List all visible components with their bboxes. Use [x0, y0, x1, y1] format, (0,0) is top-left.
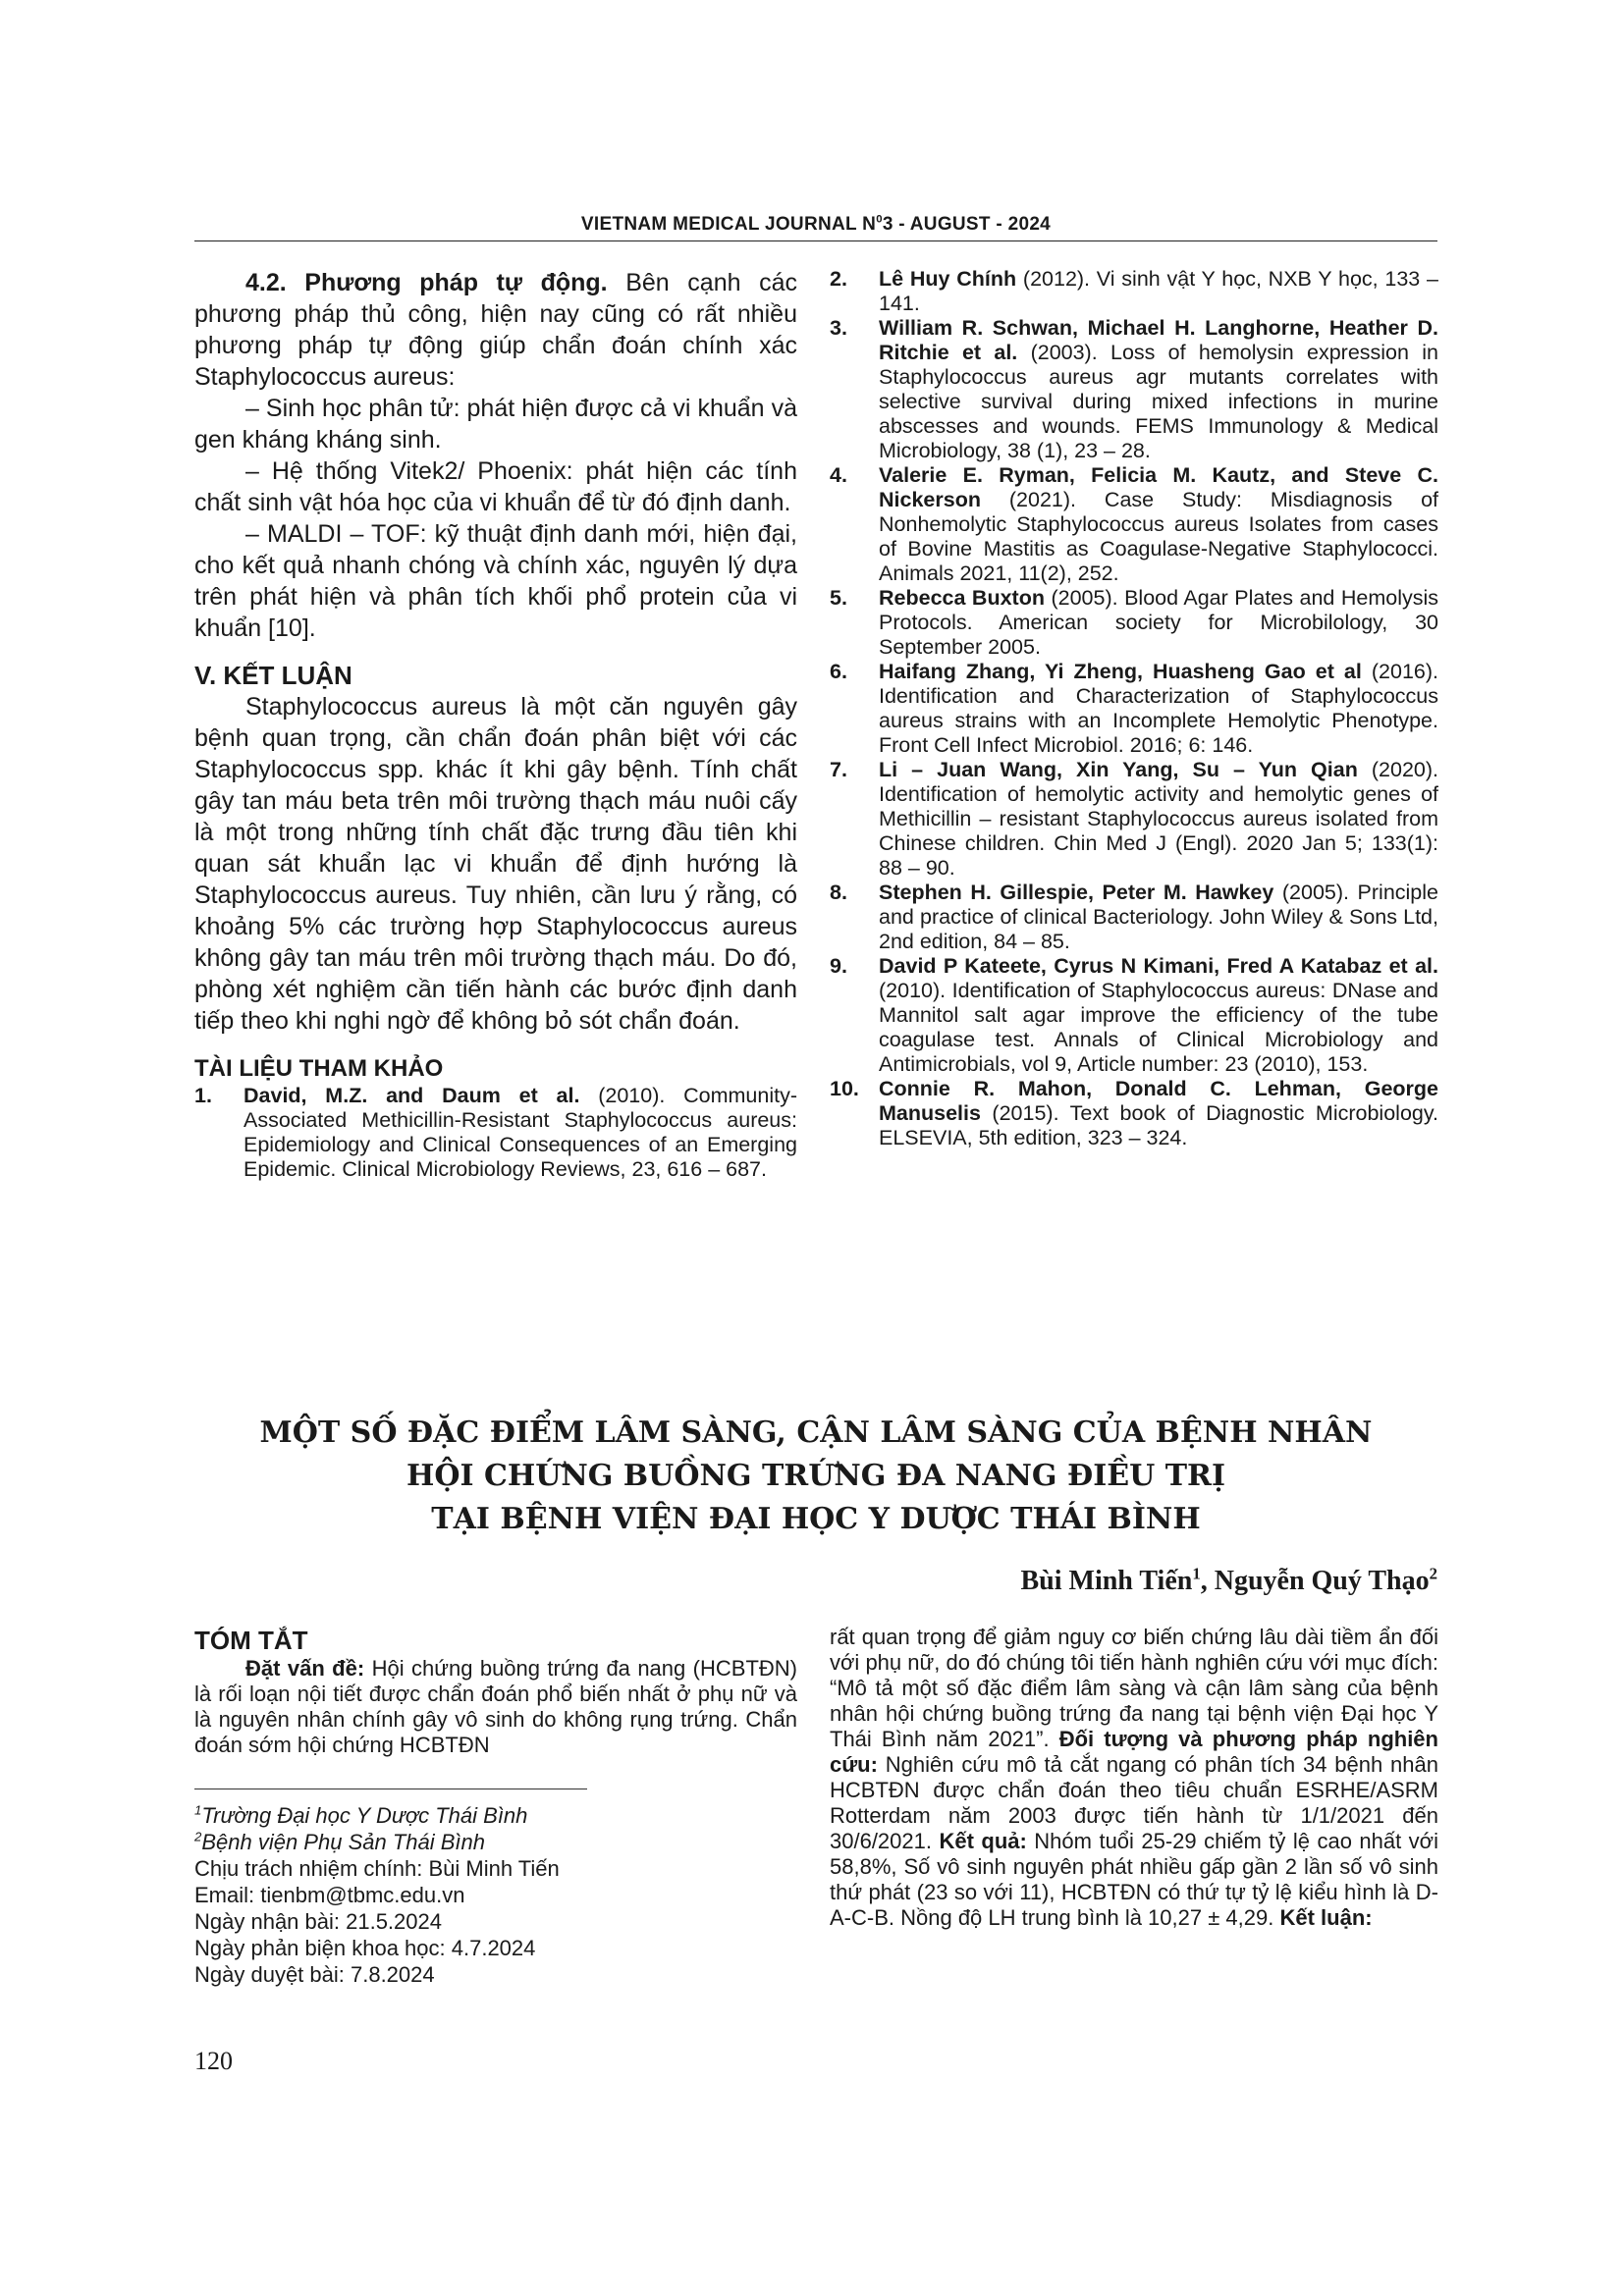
affiliation-mark: 2 — [194, 1829, 202, 1844]
accepted-date: Ngày duyệt bài: 7.8.2024 — [194, 1962, 435, 1987]
abstract-heading: TÓM TẮT — [194, 1626, 308, 1655]
affiliation-2 — [194, 1829, 797, 1855]
affiliation-text: Trường Đại học Y Dược Thái Bình — [201, 1803, 528, 1828]
abstract-conclusion-label: Kết luận: — [1279, 1905, 1373, 1930]
abstract-right-column — [830, 1625, 1438, 1931]
author-name: Bùi Minh Tiến — [1020, 1566, 1193, 1596]
article-authors — [1021, 1566, 1438, 1597]
received-date: Ngày nhận bài: 21.5.2024 — [194, 1909, 442, 1934]
author-name: Nguyễn Quý Thạo — [1214, 1566, 1430, 1596]
bullet-molecular: – Sinh học phân tử: phát hiện được cả vi khuẩn và gen kháng kháng sinh. — [194, 395, 797, 454]
reference-number: 3. — [830, 316, 847, 340]
reference-item — [830, 463, 1438, 586]
reference-number: 9. — [830, 954, 847, 978]
conclusion-heading: V. KẾT LUẬN — [194, 661, 352, 690]
reference-item — [830, 267, 1438, 316]
reference-item — [830, 881, 1438, 954]
reference-text: (2016). Identification and Characterization of Staphylococcus aureus strains with an Incomplete Hemolytic Phenotype. Front Cell Infect Microbiol. 2016; 6: 146. — [879, 660, 1438, 757]
reference-authors: Valerie E. Ryman, Felicia M. Kautz, and Steve C. Nickerson — [879, 463, 1438, 511]
reference-authors: Connie R. Mahon, Donald C. Lehman, George Manuselis — [879, 1077, 1438, 1125]
page-number: 120 — [194, 2047, 233, 2075]
abstract-aim-text: rất quan trọng để giảm nguy cơ biến chứng lâu dài tiềm ẩn đối với phụ nữ, do đó chúng tôi tiến hành nghiên cứu với mục đích: “Mô tả một số đặc điểm lâm sàng và cận lâm sàng của bệnh nhân hội chứng buồng trứng đa nang tại bệnh viện Đại học Y Thái Bình năm 2021”. — [830, 1625, 1438, 1751]
abstract-background — [194, 1656, 797, 1758]
affiliation-text: Bệnh viện Phụ Sản Thái Bình — [201, 1830, 485, 1854]
reference-number: 4. — [830, 463, 847, 487]
section-4-2-title: 4.2. Phương pháp tự động. — [245, 269, 608, 296]
reference-number: 2. — [830, 267, 847, 291]
reference-authors: David P Kateete, Cyrus N Kimani, Fred A Katabaz et al. — [879, 954, 1438, 978]
reference-authors: Stephen H. Gillespie, Peter M. Hawkey — [879, 881, 1274, 904]
journal-name: VIETNAM MEDICAL JOURNAL N — [580, 214, 877, 235]
article-title-line: MỘT SỐ ĐẶC ĐIỂM LÂM SÀNG, CẬN LÂM SÀNG CỦA BỆNH NHÂN — [259, 1415, 1373, 1450]
left-column-top — [194, 267, 797, 1182]
reference-item — [830, 316, 1438, 463]
references-heading: TÀI LIỆU THAM KHẢO — [194, 1055, 444, 1082]
article-title — [194, 1412, 1437, 1541]
reference-number: 7. — [830, 758, 847, 781]
reference-item — [830, 954, 1438, 1077]
review-date: Ngày phản biện khoa học: 4.7.2024 — [194, 1936, 536, 1960]
reference-authors: Haifang Zhang, Yi Zheng, Huasheng Gao et al — [879, 660, 1362, 683]
reference-text: (2010). Community-Associated Methicillin-Resistant Staphylococcus aureus: Epidemiology and Clinical Consequences of an Emerging Epidemic. Clinical Microbiology Reviews, 23, 616 – 687. — [244, 1084, 797, 1181]
affiliation-mark: 1 — [194, 1802, 202, 1818]
reference-text: (2020). Identification of hemolytic activity and hemolytic genes of Methicillin – resistant Staphylococcus aureus isolated from Chinese children. Chin Med J (Engl). 2020 Jan 5; 133(1): 88 – 90. — [879, 758, 1438, 880]
reference-item — [194, 1084, 797, 1182]
author-affiliation-mark: 2 — [1429, 1564, 1437, 1583]
affiliation-1 — [194, 1802, 797, 1829]
abstract-continued — [830, 1625, 1438, 1931]
abstract-results-text: Nhóm tuổi 25-29 chiếm tỷ lệ cao nhất với 58,8%, Số vô sinh nguyên phát nhiều gấp gần 2 lần số vô sinh thứ phát (23 so với 11), HCBTĐN có thứ tự tỷ lệ kiểu hình là D-A-C-B. Nồng độ LH trung bình là 10,27 ± 4,29. — [830, 1829, 1438, 1930]
reference-number: 10. — [830, 1077, 859, 1100]
reference-text: (2010). Identification of Staphylococcus aureus: DNase and Mannitol salt agar improve the efficiency of the tube coagulase test. Annals of Clinical Microbiology and Antimicrobials, vol 9, Article number: 23 (2010), 153. — [879, 979, 1438, 1076]
reference-number: 5. — [830, 586, 847, 610]
journal-header — [194, 214, 1437, 236]
reference-text: (2015). Text book of Diagnostic Microbiology. ELSEVIA, 5th edition, 323 – 324. — [879, 1101, 1438, 1149]
issue-date: 3 - AUGUST - 2024 — [882, 214, 1052, 235]
reference-item — [830, 586, 1438, 660]
conclusion-text: Staphylococcus aureus là một căn nguyên gây bệnh quan trọng, cần chẩn đoán phân biệt với các Staphylococcus spp. khác ít khi gây bệnh. Tính chất gây tan máu beta trên môi trường thạch máu nuôi cấy là một trong những tính chất đặc trưng đầu tiên khi quan sát khuẩn lạc vi khuẩn để định hướng là Staphylococcus aureus. Tuy nhiên, cần lưu ý rằng, có khoảng 5% các trường hợp Staphylococcus aureus không gây tan máu trên môi trường thạch máu. Do đó, phòng xét nghiệm cần tiến hành các bước định danh tiếp theo khi nghi ngờ để không bỏ sót chẩn đoán. — [194, 693, 797, 1035]
bullet-maldi: – MALDI – TOF: kỹ thuật định danh mới, hiện đại, cho kết quả nhanh chóng và chính xác, nguyên lý dựa trên phát hiện và phân tích khối phổ protein của vi khuẩn [10]. — [194, 520, 797, 642]
bullet-vitek: – Hệ thống Vitek2/ Phoenix: phát hiện các tính chất sinh vật hóa học của vi khuẩn để từ đó định danh. — [194, 457, 797, 516]
reference-number: 1. — [194, 1084, 212, 1107]
reference-authors: Lê Huy Chính — [879, 267, 1017, 291]
reference-text: (2005). Blood Agar Plates and Hemolysis Protocols. American society for Microbilology, 30 September 2005. — [879, 586, 1438, 659]
article-title-line: HỘI CHỨNG BUỒNG TRỨNG ĐA NANG ĐIỀU TRỊ — [406, 1459, 1225, 1493]
reference-number: 6. — [830, 660, 847, 683]
right-column-top — [830, 267, 1438, 1150]
reference-text: (2012). Vi sinh vật Y học, NXB Y học, 133 – 141. — [879, 267, 1438, 315]
footnotes — [194, 1802, 797, 1988]
reference-text: (2003). Loss of hemolysin expression in Staphylococcus aureus agr mutants correlates with selective survival during mixed infections in murine abscesses and wounds. FEMS Immunology & Medical Microbiology, 38 (1), 23 – 28. — [879, 341, 1438, 462]
reference-authors: Li – Juan Wang, Xin Yang, Su – Yun Qian — [879, 758, 1358, 781]
reference-item — [830, 758, 1438, 881]
author-affiliation-mark: 1 — [1192, 1564, 1201, 1583]
contact-email: Email: tienbm@tbmc.edu.vn — [194, 1883, 465, 1907]
issue-superscript: 0 — [876, 213, 883, 226]
reference-authors: David, M.Z. and Daum et al. — [244, 1084, 580, 1107]
abstract-background-label: Đặt vấn đề: — [245, 1656, 365, 1681]
abstract-results-label: Kết quả: — [939, 1829, 1027, 1853]
abstract-background-text: Hội chứng buồng trứng đa nang (HCBTĐN) là rối loạn nội tiết được chẩn đoán phổ biến nhất ở phụ nữ và là nguyên nhân chính gây vô sinh do không rụng trứng. Chẩn đoán sớm hội chứng HCBTĐN — [194, 1656, 797, 1757]
abstract-methods-text: Nghiên cứu mô tả cắt ngang có phân tích 34 bệnh nhân HCBTĐN được chẩn đoán theo tiêu chuẩn ESRHE/ASRM Rotterdam năm 2003 được tiến hành từ 1/1/2021 đến 30/6/2021. — [830, 1752, 1438, 1853]
abstract-methods-label: Đối tượng và phương pháp nghiên cứu: — [830, 1727, 1438, 1777]
author-separator: , — [1200, 1566, 1215, 1596]
reference-authors: William R. Schwan, Michael H. Langhorne, Heather D. Ritchie et al. — [879, 316, 1438, 364]
reference-number: 8. — [830, 881, 847, 904]
reference-item — [830, 660, 1438, 758]
section-4-2-paragraph — [194, 267, 797, 393]
section-4-2-text: Bên cạnh các phương pháp thủ công, hiện nay cũng có rất nhiều phương pháp tự động giúp chẩn đoán chính xác Staphylococcus aureus: — [194, 269, 798, 391]
responsible-author: Chịu trách nhiệm chính: Bùi Minh Tiến — [194, 1856, 560, 1881]
abstract-left-column — [194, 1625, 797, 1758]
reference-text: (2005). Principle and practice of clinical Bacteriology. John Wiley & Sons Ltd, 2nd edition, 84 – 85. — [879, 881, 1438, 953]
reference-text: (2021). Case Study: Misdiagnosis of Nonhemolytic Staphylococcus aureus Isolates from cases of Bovine Mastitis as Coagulase-Negative Staphylococci. Animals 2021, 11(2), 252. — [879, 488, 1438, 585]
header-rule — [194, 240, 1437, 241]
article-title-line: TẠI BỆNH VIỆN ĐẠI HỌC Y DƯỢC THÁI BÌNH — [431, 1502, 1201, 1536]
reference-item — [830, 1077, 1438, 1150]
reference-authors: Rebecca Buxton — [879, 586, 1045, 610]
